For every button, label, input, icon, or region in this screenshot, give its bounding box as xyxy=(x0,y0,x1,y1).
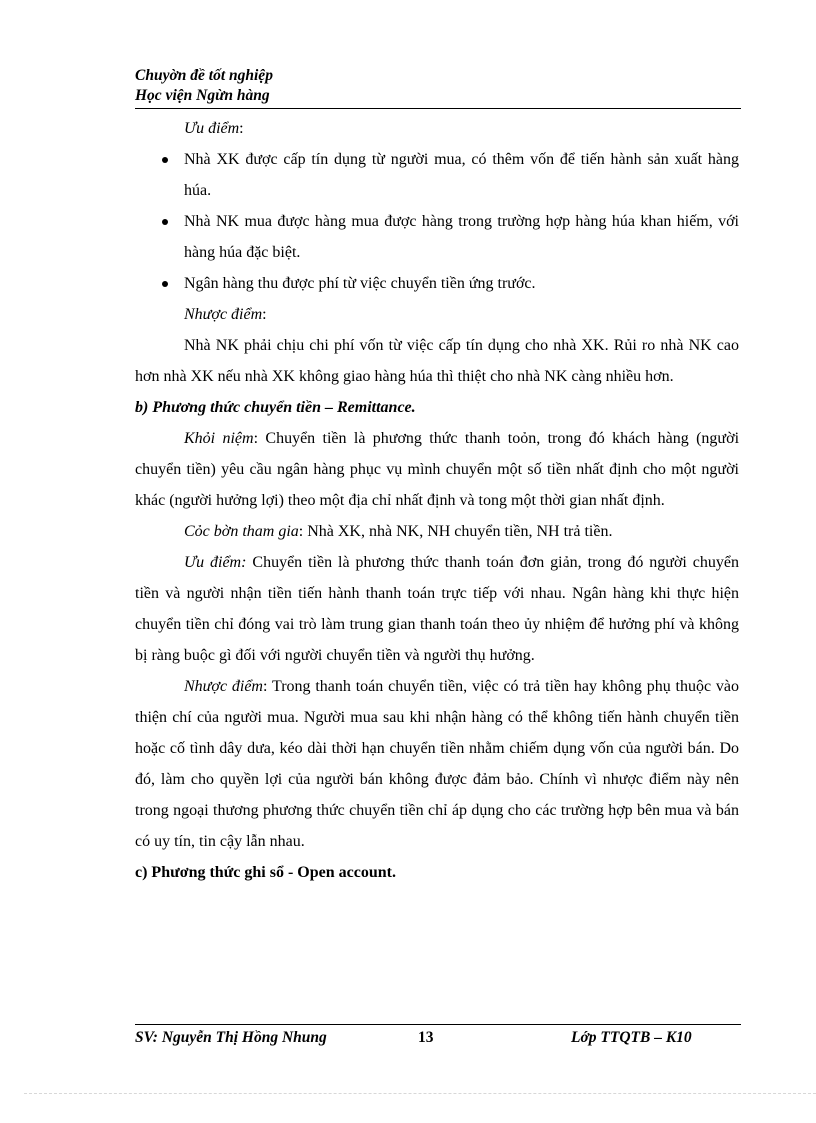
concept-label: Khỏi niệm xyxy=(184,430,254,447)
list-item xyxy=(135,206,739,268)
disadvantages-text-2: Trong thanh toán chuyển tiền, việc có trả tiền hay không phụ thuộc vào thiện chí của người mua. Người mua sau khi nhận hàng có thể không tiến hành chuyển tiền hoặc cố tình dây dưa, kéo dài thời hạn chuyển tiền nhằm chiếm dụng vốn của người bán. Do đó, làm cho quyền lợi của người bán không được đảm bảo. Chính vì nhược điểm này nên trong ngoại thương phương thức chuyển tiền chỉ áp dụng cho các trường hợp bên mua và bán có uy tín, tin cậy lẫn nhau. xyxy=(135,678,740,850)
concept-text: Chuyển tiền là phương thức thanh toỏn, trong đó khách hàng (người chuyển tiền) yêu cầu ngân hàng phục vụ mình chuyển một số tiền nhất định cho một người khác (người hưởng lợi) theo một địa chỉ nhất định và tong một thời gian nhất định. xyxy=(135,430,740,509)
page-number: 13 xyxy=(418,1029,434,1046)
section-c-heading: c) Phương thức ghi sổ - Open account. xyxy=(135,864,396,881)
disadvantages-heading-1: Nhược điểm: xyxy=(184,306,267,323)
bullet-icon xyxy=(162,219,168,225)
header-line-1: Chuyờn đề tốt nghiệp xyxy=(135,67,273,84)
parties-label: Cỏc bờn tham gia xyxy=(184,523,299,540)
disadvantages-paragraph-2: Nhược điểm: Trong thanh toán chuyển tiền, việc có trả tiền hay không phụ thuộc vào thiện chí của người mua. Người mua sau khi nhận hàng có thể không tiến hành chuyển tiền hoặc cố tình dây dưa, kéo dài thời hạn chuyển tiền nhằm chiếm dụng vốn của người bán. Do đó, làm cho quyền lợi của người bán không được đảm bảo. Chính vì nhược điểm này nên trong ngoại thương phương thức chuyển tiền chỉ áp dụng cho các trường hợp bên mua và bán có uy tín, tin cậy lẫn nhau. xyxy=(135,678,740,850)
page-header xyxy=(135,66,741,106)
advantages-paragraph-2 xyxy=(135,547,739,671)
footer-student-name: SV: Nguyễn Thị Hồng Nhung xyxy=(135,1029,327,1046)
list-item xyxy=(135,144,739,206)
list-item-text: Nhà XK được cấp tín dụng từ người mua, có thêm vốn để tiến hành sản xuất hàng húa. xyxy=(184,151,739,199)
advantages-list xyxy=(135,144,739,299)
page-edge-divider xyxy=(24,1093,816,1094)
header-line-2: Học viện Ngừn hàng xyxy=(135,87,270,104)
parties-paragraph: Cỏc bờn tham gia: Nhà XK, nhà NK, NH chuyển tiền, NH trả tiền. xyxy=(184,523,613,540)
bullet-icon xyxy=(162,281,168,287)
list-item-text: Nhà NK mua được hàng mua được hàng trong trường hợp hàng húa khan hiếm, với hàng húa đặc biệt. xyxy=(184,213,739,261)
document-body xyxy=(135,113,739,888)
disadvantages-paragraph-1: Nhà NK phải chịu chi phí vốn từ việc cấp tín dụng cho nhà XK. Rủi ro nhà NK cao hơn nhà XK nếu nhà XK không giao hàng húa thì thiệt cho nhà NK càng nhiều hơn. xyxy=(135,337,739,385)
footer-divider xyxy=(135,1024,741,1025)
bullet-icon xyxy=(162,157,168,163)
list-item xyxy=(135,268,739,299)
advantages-label-2: Ưu điểm: xyxy=(184,554,247,571)
concept-paragraph: Khỏi niệm: Chuyển tiền là phương thức thanh toỏn, trong đó khách hàng (người chuyển tiền) yêu cầu ngân hàng phục vụ mình chuyển một số tiền nhất định cho một người khác (người hưởng lợi) theo một địa chỉ nhất định và tong một thời gian nhất định. xyxy=(135,430,740,509)
advantages-label-1: Ưu điểm xyxy=(184,120,240,137)
advantages-paragraph-1: Ưu điểm: xyxy=(184,120,244,137)
disadvantages-label-1: Nhược điểm xyxy=(184,306,263,323)
section-b-heading: b) Phương thức chuyển tiền – Remittance. xyxy=(135,399,416,416)
header-divider xyxy=(135,108,741,109)
list-item-text: Ngân hàng thu được phí từ việc chuyển tiền ứng trước. xyxy=(184,275,536,292)
disadvantages-label-2: Nhược điểm xyxy=(184,678,263,695)
parties-text: Nhà XK, nhà NK, NH chuyển tiền, NH trả tiền. xyxy=(307,523,613,540)
advantages-text-2: Chuyển tiền là phương thức thanh toán đơn giản, trong đó người chuyển tiền và người nhận tiền tiến hành thanh toán trực tiếp với nhau. Ngân hàng khi thực hiện chuyển tiền chỉ đóng vai trò làm trung gian thanh toán theo ủy nhiệm để hưởng phí và không bị ràng buộc gì đối với người chuyển tiền và người thụ hưởng. xyxy=(135,554,740,664)
footer-class: Lớp TTQTB – K10 xyxy=(571,1029,692,1046)
